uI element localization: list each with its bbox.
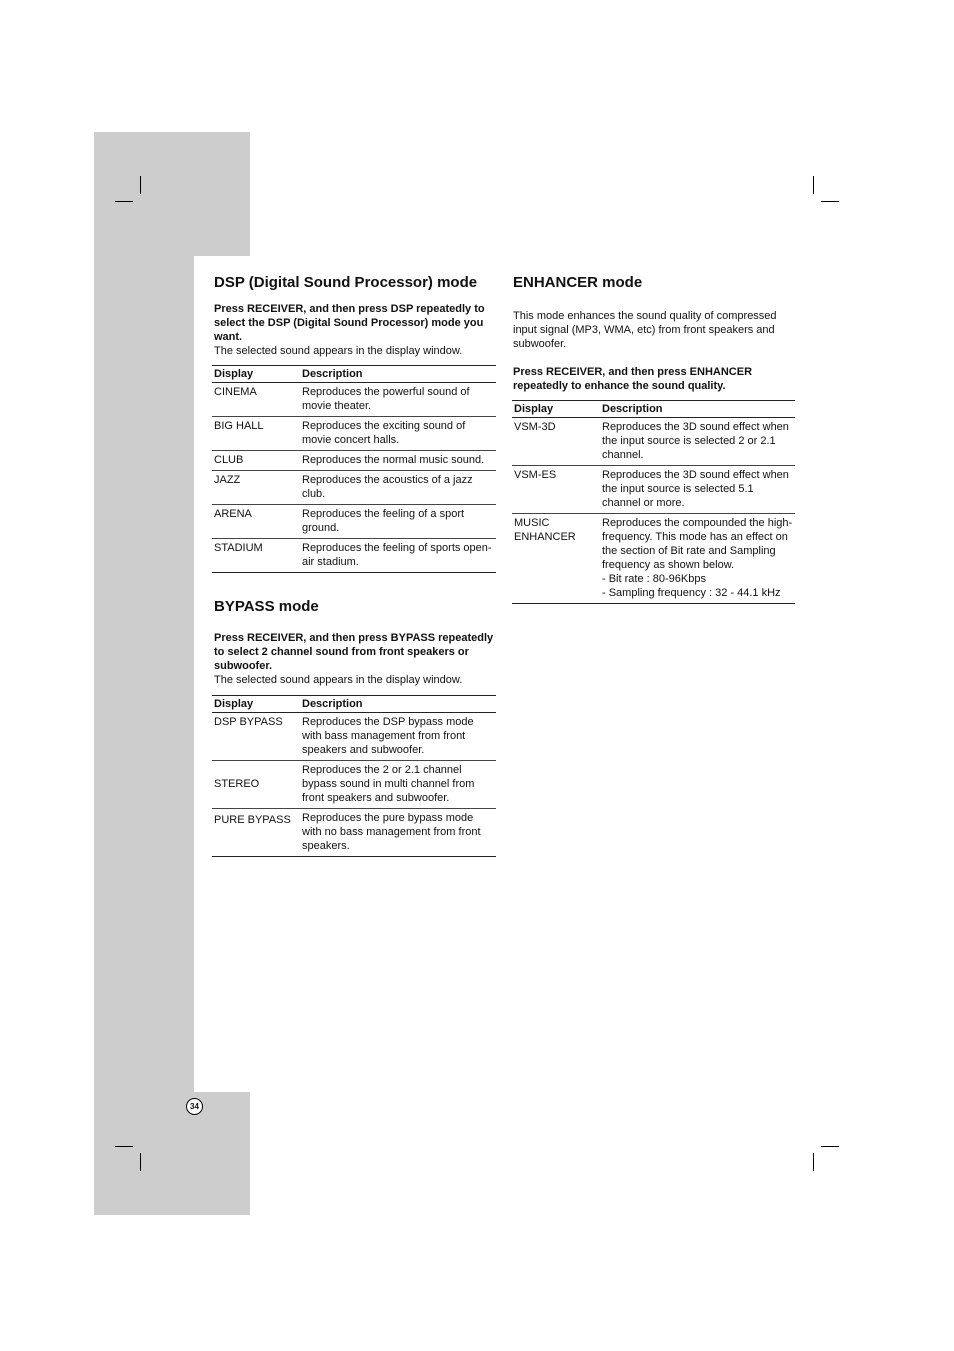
dsp-instruction: Press RECEIVER, and then press DSP repeatedly to select the DSP (Digital Sound Processor) mode you want. [214, 303, 485, 343]
dsp-section [214, 274, 496, 573]
bypass-title: BYPASS mode [214, 598, 319, 615]
enhancer-intro: This mode enhances the sound quality of compressed input signal (MP3, WMA, etc) from front speakers and subwoofer. [513, 310, 777, 350]
crop-mark [115, 201, 133, 202]
dsp-title: DSP (Digital Sound Processor) mode [214, 274, 478, 291]
crop-mark [821, 201, 839, 202]
crop-mark [115, 1146, 133, 1147]
page-number: 34 [186, 1098, 203, 1115]
dsp-table [212, 365, 496, 573]
description-cell: Reproduces the powerful sound of movie theater. [300, 383, 496, 417]
description-cell: Reproduces the 2 or 2.1 channel bypass sound in multi channel from front speakers and subwoofer. [300, 761, 496, 809]
table-header: Display [212, 696, 300, 713]
bypass-table [212, 695, 496, 857]
display-cell: CLUB [212, 451, 300, 471]
table-header: Description [600, 401, 795, 418]
side-band-bottom [94, 1092, 250, 1215]
display-cell: VSM-3D [512, 418, 600, 466]
description-cell: Reproduces the DSP bypass mode with bass management from front speakers and subwoofer. [300, 713, 496, 761]
display-cell: ARENA [212, 505, 300, 539]
enhancer-title: ENHANCER mode [513, 274, 643, 291]
table-row [212, 809, 496, 857]
description-cell: Reproduces the 3D sound effect when the input source is selected 5.1 channel or more. [600, 466, 795, 514]
crop-mark [813, 176, 814, 194]
table-row [212, 471, 496, 505]
bypass-instruction: Press RECEIVER, and then press BYPASS repeatedly to select 2 channel sound from front speakers or subwoofer. [214, 632, 494, 672]
display-cell: JAZZ [212, 471, 300, 505]
enhancer-section [513, 274, 794, 604]
bypass-note: The selected sound appears in the display window. [214, 674, 463, 686]
enhancer-table [512, 400, 795, 604]
display-cell: STADIUM [212, 539, 300, 573]
crop-mark [813, 1153, 814, 1171]
table-header: Description [300, 366, 496, 383]
description-cell: Reproduces the 3D sound effect when the input source is selected 2 or 2.1 channel. [600, 418, 795, 466]
table-row [512, 418, 795, 466]
table-header: Display [212, 366, 300, 383]
display-cell: BIG HALL [212, 417, 300, 451]
bypass-section [214, 598, 496, 857]
description-cell: Reproduces the acoustics of a jazz club. [300, 471, 496, 505]
table-row [212, 417, 496, 451]
table-row [212, 383, 496, 417]
table-header: Description [300, 696, 496, 713]
table-row [512, 514, 795, 604]
description-cell: Reproduces the exciting sound of movie concert halls. [300, 417, 496, 451]
enhancer-instruction: Press RECEIVER, and then press ENHANCER repeatedly to enhance the sound quality. [513, 366, 753, 392]
display-cell: CINEMA [212, 383, 300, 417]
description-cell: Reproduces the feeling of a sport ground. [300, 505, 496, 539]
description-line: - Sampling frequency : 32 - 44.1 kHz [602, 587, 781, 599]
display-cell: STEREO [212, 761, 300, 809]
description-cell [600, 514, 795, 604]
table-row [212, 713, 496, 761]
description-line: - Bit rate : 80-96Kbps [602, 573, 706, 585]
display-cell: VSM-ES [512, 466, 600, 514]
dsp-note: The selected sound appears in the display window. [214, 345, 463, 357]
description-cell: Reproduces the feeling of sports open-air stadium. [300, 539, 496, 573]
display-cell: DSP BYPASS [212, 713, 300, 761]
table-row [212, 505, 496, 539]
side-band-top [94, 132, 250, 256]
table-row [512, 466, 795, 514]
table-header: Display [512, 401, 600, 418]
table-row [212, 451, 496, 471]
description-text: Reproduces the compounded the high-frequency. This mode has an effect on the section of Bit rate and Sampling frequency as shown below. [602, 517, 793, 571]
display-cell: MUSIC ENHANCER [512, 514, 600, 604]
description-cell: Reproduces the normal music sound. [300, 451, 496, 471]
description-cell: Reproduces the pure bypass mode with no bass management from front speakers. [300, 809, 496, 857]
crop-mark [821, 1146, 839, 1147]
crop-mark [140, 1153, 141, 1171]
table-row [212, 539, 496, 573]
table-row [212, 761, 496, 809]
side-band-middle [94, 256, 194, 1092]
crop-mark [140, 176, 141, 194]
display-cell: PURE BYPASS [212, 809, 300, 857]
